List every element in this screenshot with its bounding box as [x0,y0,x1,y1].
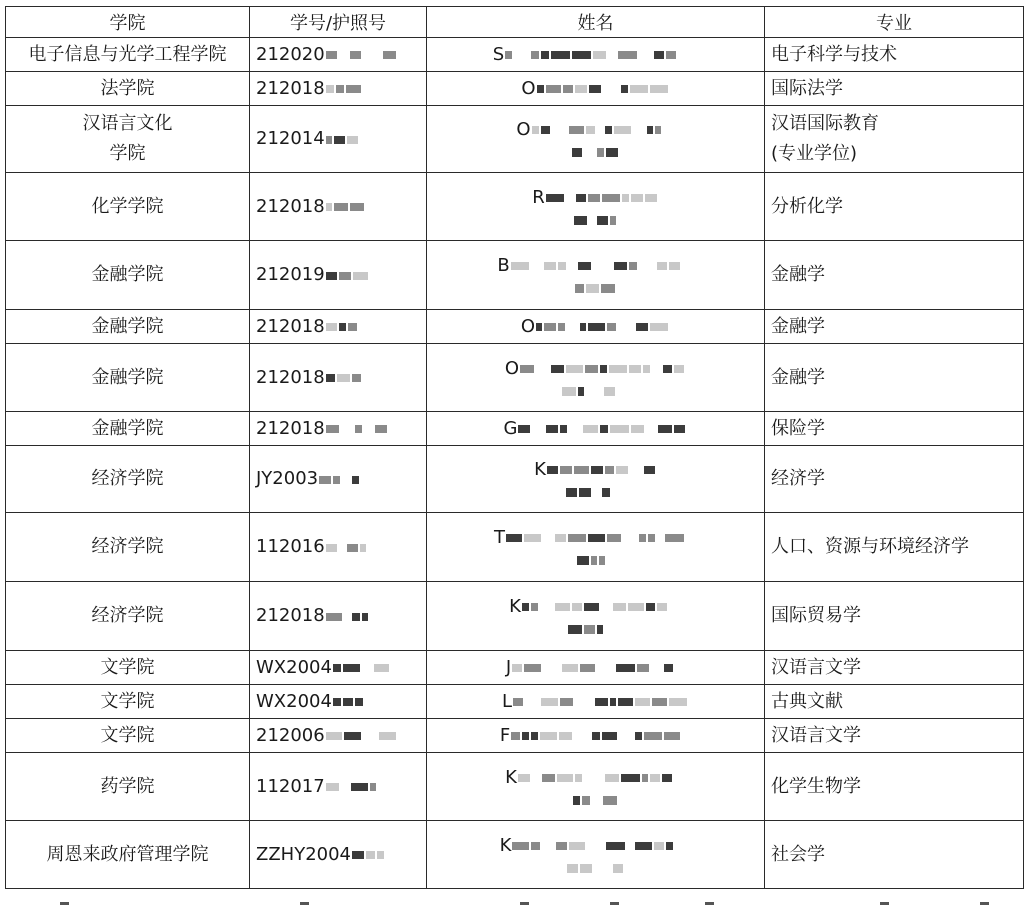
redacted-name-line1 [433,657,758,679]
name-initial: J [505,656,512,678]
major-line: (专业学位) [771,143,858,164]
redacted-name-line1 [433,316,758,338]
cell-college [6,38,250,72]
redacted-name-line1 [433,187,758,209]
table-row [6,344,1024,412]
redacted-id-suffix [326,265,370,286]
redacted-id-suffix [326,776,394,797]
student-id-prefix: WX2004 [256,690,332,712]
redacted-name-line1 [433,527,758,549]
cell-college [6,685,250,719]
cell-major [765,582,1024,651]
pixelated-name [506,527,697,549]
redacted-name-line2 [433,622,758,636]
major-line: 经济学 [771,468,825,489]
college-line: 金融学院 [91,417,164,439]
pixelated-name [512,835,691,857]
name-initial: O [504,357,520,379]
cropped-text-fragment-bottom [0,902,1031,907]
redacted-name-line2 [433,384,758,398]
table-row [6,582,1024,651]
cell-major [765,241,1024,310]
cell-major [765,753,1024,821]
name-initial: O [521,77,536,99]
cell-major [765,685,1024,719]
student-id-prefix: 212018 [256,417,325,439]
major-line: 古典文献 [771,690,843,712]
cell-major [765,513,1024,582]
cell-major [765,651,1024,685]
student-id-prefix: 212018 [256,315,325,337]
cell-student-id [250,72,427,106]
redacted-name-line1 [433,459,758,481]
cell-name [427,344,765,412]
cell-college [6,310,250,344]
cell-major [765,173,1024,241]
major-line: 分析化学 [771,195,843,217]
college-line: 法学院 [100,77,155,99]
header-student-id: 学号/护照号 [250,7,427,38]
cell-name [427,753,765,821]
table-row [6,753,1024,821]
major-line: 汉语言文学 [771,724,861,746]
redacted-id-suffix [326,367,380,388]
table-row [6,173,1024,241]
pixelated-name [505,44,698,66]
major-line: 汉语国际教育 [771,113,879,134]
table-row [6,821,1024,889]
redacted-id-suffix [326,316,359,337]
cell-college [6,753,250,821]
cell-name [427,241,765,310]
table-row [6,412,1024,446]
college-line: 电子信息与光学工程学院 [28,43,227,65]
name-initial: G [503,417,518,439]
redacted-id-suffix [326,418,405,439]
college-line: 金融学院 [91,366,164,388]
cell-college [6,412,250,446]
name-initial: K [509,596,521,617]
redacted-id-suffix [326,78,374,99]
cell-student-id [250,446,427,513]
college-line: 药学院 [100,775,155,797]
college-line: 周恩来政府管理学院 [46,843,209,865]
redacted-id-suffix [319,469,373,490]
cell-student-id [250,582,427,651]
name-initial: K [499,834,512,856]
pixelated-name [537,78,670,100]
cell-major [765,310,1024,344]
redacted-name-line2 [433,485,758,499]
table-row [6,72,1024,106]
cell-college [6,651,250,685]
major-line: 汉语言文学 [771,656,861,678]
cell-name [427,173,765,241]
redacted-name-line1 [433,835,758,857]
cell-name [427,106,765,173]
major-line: 人口、资源与环境经济学 [771,536,969,557]
cell-student-id [250,173,427,241]
pixelated-name [546,187,659,209]
college-line: 文学院 [100,656,155,678]
cell-name [427,72,765,106]
college-line: 经济学院 [91,468,164,489]
redacted-name-line1 [433,596,758,618]
redacted-id-suffix [326,129,360,150]
cell-student-id [250,412,427,446]
name-initial: O [516,119,531,140]
student-id-prefix: 212019 [256,264,325,286]
cell-major [765,344,1024,412]
redacted-name-line2 [433,553,758,567]
pixelated-name [520,358,686,380]
student-id-prefix: 212020 [256,43,325,65]
redacted-name-line1 [433,78,758,100]
cell-major [765,412,1024,446]
redacted-id-suffix [326,196,379,217]
student-id-prefix: 212018 [256,366,325,388]
cell-college [6,173,250,241]
student-id-prefix: ZZHY2004 [256,843,352,865]
college-line: 学院 [109,143,146,164]
major-line: 化学生物学 [771,775,861,797]
cell-student-id [250,38,427,72]
name-initial: B [497,255,510,276]
cell-student-id [250,821,427,889]
redacted-id-suffix [333,657,391,678]
college-line: 文学院 [100,724,155,746]
name-initial: K [534,459,546,480]
header-name: 姓名 [427,7,765,38]
college-line: 化学学院 [91,195,164,217]
table-row [6,513,1024,582]
cell-major [765,72,1024,106]
redacted-name-line1 [433,44,758,66]
major-line: 金融学 [771,366,825,388]
redacted-name-line1 [433,358,758,380]
redacted-name-line2 [433,793,758,807]
student-id-prefix: 212018 [256,77,325,99]
pixelated-name [532,119,675,141]
cell-student-id [250,310,427,344]
pixelated-name [511,255,694,277]
name-initial: K [505,766,517,788]
redacted-name-line1 [433,691,758,713]
cell-college [6,106,250,173]
college-line: 文学院 [100,690,155,712]
table-row [6,446,1024,513]
redacted-name-line2 [433,213,758,227]
pixelated-name [513,691,689,713]
cell-student-id [250,651,427,685]
major-line: 金融学 [771,264,825,285]
table-row [6,310,1024,344]
table-header-row [6,7,1024,38]
major-line: 保险学 [771,417,825,439]
cell-name [427,582,765,651]
cell-college [6,344,250,412]
table-row [6,651,1024,685]
redacted-name-line2 [433,145,758,159]
student-id-prefix: 112016 [256,536,325,558]
student-id-prefix: 212006 [256,724,325,746]
redacted-id-suffix [326,537,368,558]
redacted-name-line1 [433,255,758,277]
student-id-prefix: 112017 [256,775,325,797]
name-initial: O [520,315,536,337]
cell-major [765,38,1024,72]
college-line: 汉语言文化 [82,113,173,134]
student-id-prefix: 212018 [256,605,325,627]
name-initial: T [494,527,505,548]
cell-student-id [250,685,427,719]
redacted-name-line2 [433,281,758,295]
table-row [6,38,1024,72]
college-line: 经济学院 [91,536,164,557]
cell-name [427,310,765,344]
name-initial: S [492,43,505,65]
cell-college [6,241,250,310]
table-row [6,106,1024,173]
table-body [6,38,1024,889]
name-initial: F [499,724,511,746]
major-line: 电子科学与技术 [771,43,897,65]
cell-student-id [250,106,427,173]
student-roster-table [5,6,1024,889]
cell-student-id [250,241,427,310]
table-row [6,719,1024,753]
cell-college [6,719,250,753]
major-line: 国际法学 [771,77,843,99]
pixelated-name [522,596,682,618]
pixelated-name [518,418,687,440]
pixelated-name [511,725,691,747]
pixelated-name [536,316,670,338]
cell-major [765,106,1024,173]
redacted-name-line1 [433,119,758,141]
cell-name [427,651,765,685]
cell-student-id [250,344,427,412]
cell-name [427,38,765,72]
cropped-text-fragment-top [10,0,50,4]
pixelated-name [518,767,686,789]
cell-college [6,446,250,513]
cell-name [427,446,765,513]
pixelated-name [547,459,657,481]
redacted-id-suffix [333,691,374,712]
student-id-prefix: WX2004 [256,656,332,678]
redacted-name-line1 [433,418,758,440]
redacted-id-suffix [326,44,416,65]
redacted-name-line2 [433,861,758,875]
pixelated-name [512,657,685,679]
cell-college [6,582,250,651]
cell-major [765,446,1024,513]
name-initial: R [532,186,545,208]
cell-major [765,821,1024,889]
table-row [6,685,1024,719]
college-line: 经济学院 [91,605,164,626]
cell-college [6,72,250,106]
major-line: 国际贸易学 [771,605,861,626]
cell-college [6,821,250,889]
cell-name [427,685,765,719]
cell-name [427,513,765,582]
cell-name [427,412,765,446]
cell-student-id [250,753,427,821]
name-initial: L [501,690,513,712]
redacted-id-suffix [326,725,406,746]
cell-name [427,821,765,889]
college-line: 金融学院 [91,264,164,285]
cell-student-id [250,513,427,582]
college-line: 金融学院 [91,315,164,337]
cell-student-id [250,719,427,753]
redacted-id-suffix [352,844,386,865]
table-row [6,241,1024,310]
student-id-prefix: 212018 [256,195,325,217]
cell-college [6,513,250,582]
cell-major [765,719,1024,753]
cell-name [427,719,765,753]
major-line: 金融学 [771,315,825,337]
redacted-name-line1 [433,725,758,747]
redacted-name-line1 [433,767,758,789]
student-id-prefix: JY2003 [256,468,319,490]
header-college: 学院 [6,7,250,38]
student-id-prefix: 212014 [256,128,325,150]
header-major: 专业 [765,7,1024,38]
major-line: 社会学 [771,843,825,865]
redacted-id-suffix [326,606,385,627]
